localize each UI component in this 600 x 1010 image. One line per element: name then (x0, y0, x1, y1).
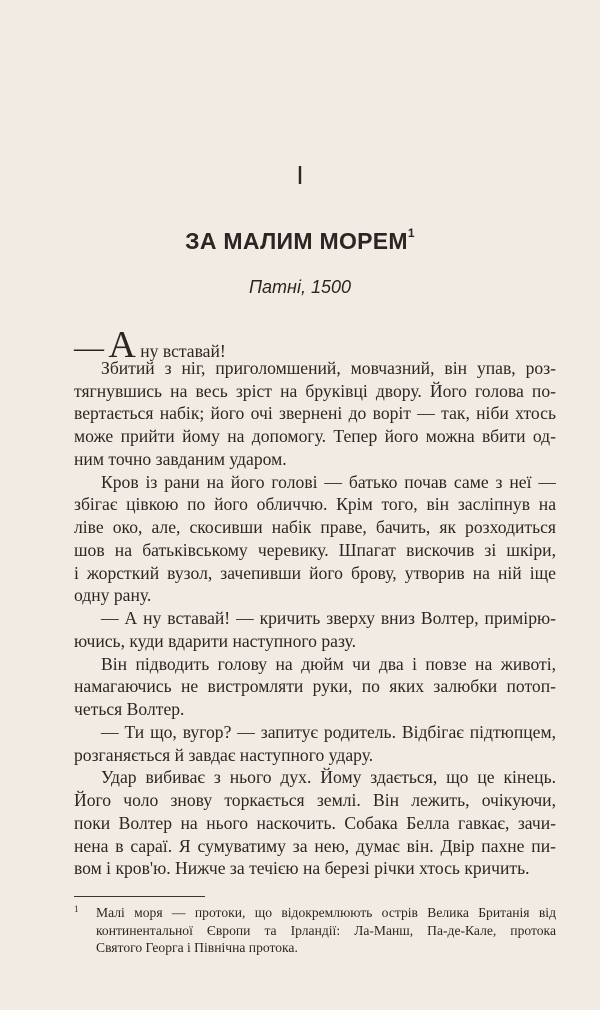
text-line: — Ти що, вугор? — запитує родитель. Відбігає підтюпцем, (101, 721, 556, 742)
text-line: шов на батьківському черевику. Шпагат вискочив зі шкіри, (74, 539, 556, 560)
text-line: вертається набік; його очі звернені до воріт — так, ніби хтось (74, 403, 556, 424)
chapter-subtitle: Патні, 1500 (249, 277, 351, 297)
opening-dash: — (74, 331, 104, 364)
text-line: вом і кров'ю. Нижче за течією на березі річки хтось кричить. (74, 858, 530, 879)
text-line: Його чоло знову торкається землі. Він лежить, очікуючи, (74, 790, 556, 810)
chapter-title-text: ЗА МАЛИМ МОРЕМ (185, 228, 408, 254)
paragraph (74, 653, 556, 721)
text-line: і жорсткий вузол, зачепивши його брову, утворив на ній іще (74, 562, 556, 583)
footnote-line: Святого Георга і Північна протока. (96, 940, 298, 955)
footnote-reference: 1 (407, 226, 415, 240)
footnote-rule (74, 896, 205, 897)
opening-line (74, 324, 556, 366)
text-line: поки Волтер на нього наскочить. Собака Белла гавкає, зачи- (74, 812, 556, 833)
footnote-line: континентальної Європи та Ірландії: Ла-Манш, Па-де-Кале, протока (96, 922, 556, 938)
footnote-text (74, 904, 556, 957)
chapter-number: І (296, 160, 304, 190)
footnote (74, 904, 556, 957)
drop-cap: А (108, 324, 136, 366)
text-line: — А ну вставай! — кричить зверху вниз Волтер, примірю- (101, 608, 556, 628)
paragraph (74, 607, 556, 653)
paragraph (74, 471, 556, 608)
paragraph (74, 721, 556, 767)
paragraphs (74, 357, 556, 880)
opening-text: ну вставай! (135, 341, 226, 361)
text-line: ючись, куди вдарити наступного разу. (74, 630, 356, 651)
text-line: нена в сараї. Я сумуватиму за нею, думає він. Двір пахне пи- (74, 835, 556, 856)
paragraph (74, 357, 556, 471)
text-line: четься Волтер. (74, 699, 185, 719)
footnote-marker: 1 (74, 904, 79, 914)
paragraph (74, 766, 556, 880)
text-line: одну рану. (74, 585, 152, 606)
text-line: тягнувшись на весь зріст на бруківці двору. Його голова по- (74, 380, 556, 401)
text-line: ним точно завданим ударом. (74, 448, 287, 469)
text-line: Удар вибиває з нього дух. Йому здається, що це кінець. (101, 767, 556, 788)
text-line: Збитий з ніг, приголомшений, мовчазний, він упав, роз- (101, 357, 556, 378)
text-line: розганяється й завдає наступного удару. (74, 744, 374, 765)
body-text (74, 324, 556, 880)
text-line: може прийти йому на допомогу. Тепер його можна вбити од- (74, 426, 556, 446)
text-line: Кров із рани на його голові — батько почав саме з неї — (101, 471, 556, 492)
footnote-line: Малі моря — протоки, що відокремлюють острів Велика Британія від (96, 905, 556, 920)
text-line: збігає цівкою по його обличчю. Крім того, він засліпнув на (74, 494, 556, 515)
chapter-title (0, 228, 600, 255)
text-line: ліве око, але, скосивши набік праве, бачить, як розходиться (74, 517, 556, 537)
text-line: Він підводить голову на дюйм чи два і повзе на животі, (101, 653, 556, 674)
text-line: намагаючись не вистромляти руки, по яких залюбки потоп- (74, 676, 556, 697)
